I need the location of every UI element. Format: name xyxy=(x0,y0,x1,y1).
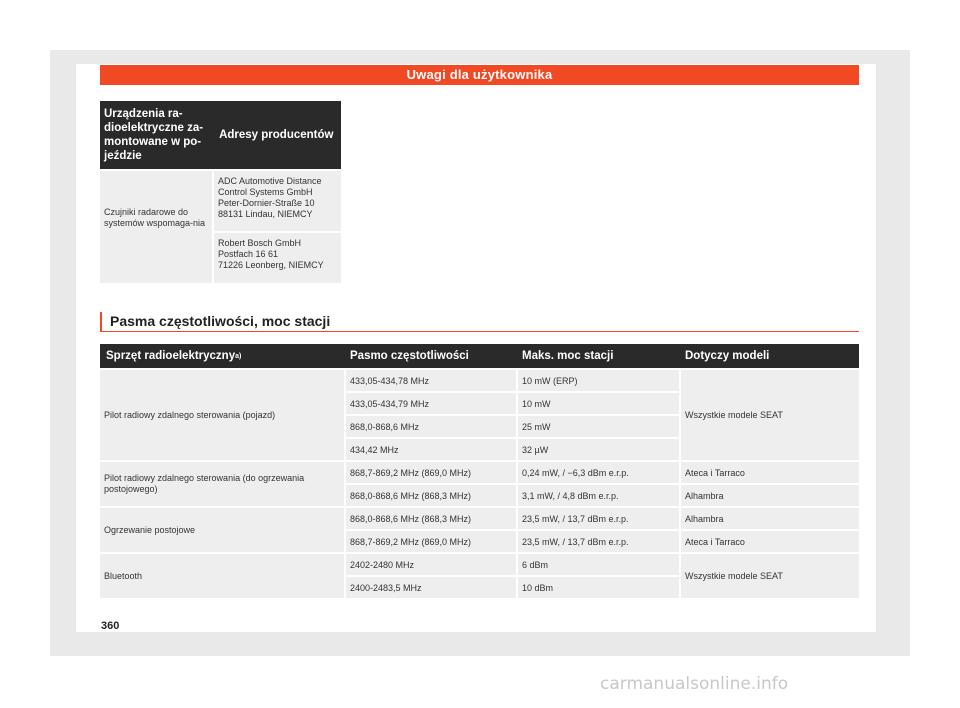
models-cell: Wszystkie modele SEAT xyxy=(681,554,859,598)
models-cell: Alhambra xyxy=(681,508,859,529)
manufacturer-table xyxy=(100,101,341,283)
table-row xyxy=(344,416,679,437)
footnote-marker: a) xyxy=(235,352,242,360)
table-row xyxy=(344,577,679,598)
power-cell: 3,1 mW, / 4,8 dBm e.r.p. xyxy=(518,485,679,506)
power-cell: 23,5 mW, / 13,7 dBm e.r.p. xyxy=(518,508,679,529)
power-cell: 25 mW xyxy=(518,416,679,437)
page-header: Uwagi dla użytkownika xyxy=(100,65,859,85)
models-cell: Alhambra xyxy=(681,485,859,506)
frequency-cell: 868,0-868,6 MHz (868,3 MHz) xyxy=(346,508,516,529)
header-addresses: Adresy producentów xyxy=(219,129,334,141)
power-cell: 23,5 mW, / 13,7 dBm e.r.p. xyxy=(518,531,679,552)
table-row xyxy=(344,462,679,483)
address-line: 88131 Lindau, NIEMCY xyxy=(218,209,313,219)
frequency-cell: 868,0-868,6 MHz xyxy=(346,416,516,437)
table-row-group xyxy=(100,370,859,460)
address-line: Robert Bosch GmbH xyxy=(218,238,302,248)
frequency-cell: 433,05-434,79 MHz xyxy=(346,393,516,414)
table-row-group xyxy=(100,554,859,598)
table-row xyxy=(344,508,679,529)
frequency-table xyxy=(100,344,859,598)
header-devices: Urządzenia ra-dioelektryczne za-montowane w po-jeździe xyxy=(104,108,204,162)
header-power: Maks. moc stacji xyxy=(522,350,614,362)
frequency-cell: 433,05-434,78 MHz xyxy=(346,370,516,391)
table-row xyxy=(344,439,679,460)
header-models: Dotyczy modeli xyxy=(685,350,770,362)
power-cell: 6 dBm xyxy=(518,554,679,575)
table-row xyxy=(344,370,679,391)
frequency-cell: 868,7-869,2 MHz (869,0 MHz) xyxy=(346,462,516,483)
frequency-cell: 868,0-868,6 MHz (868,3 MHz) xyxy=(346,485,516,506)
header-frequency: Pasmo częstotliwości xyxy=(350,350,469,362)
models-cell: Ateca i Tarraco xyxy=(681,462,859,483)
device-cell: Czujniki radarowe do systemów wspomaga-nia xyxy=(100,171,212,283)
address-line: Peter-Dornier-Straße 10 xyxy=(218,198,315,208)
manufacturer-table-header xyxy=(100,101,341,169)
header-equipment xyxy=(100,344,344,368)
address-cell-2 xyxy=(214,233,341,283)
frequency-cell: 2400-2483,5 MHz xyxy=(346,577,516,598)
power-cell: 10 mW (ERP) xyxy=(518,370,679,391)
equipment-cell: Pilot radiowy zdalnego sterowania (pojazd) xyxy=(100,370,344,460)
models-cell: Wszystkie modele SEAT xyxy=(681,370,859,460)
table-row xyxy=(344,531,679,552)
models-cell: Ateca i Tarraco xyxy=(681,531,859,552)
address-line: Postfach 16 61 xyxy=(218,249,279,259)
power-cell: 0,24 mW, / −6,3 dBm e.r.p. xyxy=(518,462,679,483)
power-cell: 32 µW xyxy=(518,439,679,460)
manufacturer-table-body xyxy=(100,171,341,283)
table-row xyxy=(344,485,679,506)
table-row xyxy=(344,554,679,575)
table-row-group xyxy=(100,462,859,506)
equipment-cell: Ogrzewanie postojowe xyxy=(100,508,344,552)
address-line: ADC Automotive Distance xyxy=(218,176,322,186)
section-title: Pasma częstotliwości, moc stacji xyxy=(100,312,859,332)
frequency-cell: 2402-2480 MHz xyxy=(346,554,516,575)
address-line: 71226 Leonberg, NIEMCY xyxy=(218,260,324,270)
table-row xyxy=(344,393,679,414)
power-cell: 10 mW xyxy=(518,393,679,414)
address-line: Control Systems GmbH xyxy=(218,187,313,197)
watermark: carmanualsonline.info xyxy=(600,674,789,694)
frequency-table-header xyxy=(100,344,859,368)
header-equipment-label: Sprzęt radioelektryczny xyxy=(106,350,236,362)
frequency-cell: 434,42 MHz xyxy=(346,439,516,460)
equipment-cell: Bluetooth xyxy=(100,554,344,598)
table-row-group xyxy=(100,508,859,552)
page-number: 360 xyxy=(101,620,120,632)
frequency-cell: 868,7-869,2 MHz (869,0 MHz) xyxy=(346,531,516,552)
power-cell: 10 dBm xyxy=(518,577,679,598)
address-cell-1 xyxy=(214,171,341,231)
equipment-cell: Pilot radiowy zdalnego sterowania (do ogrzewania postojowego) xyxy=(100,462,344,506)
